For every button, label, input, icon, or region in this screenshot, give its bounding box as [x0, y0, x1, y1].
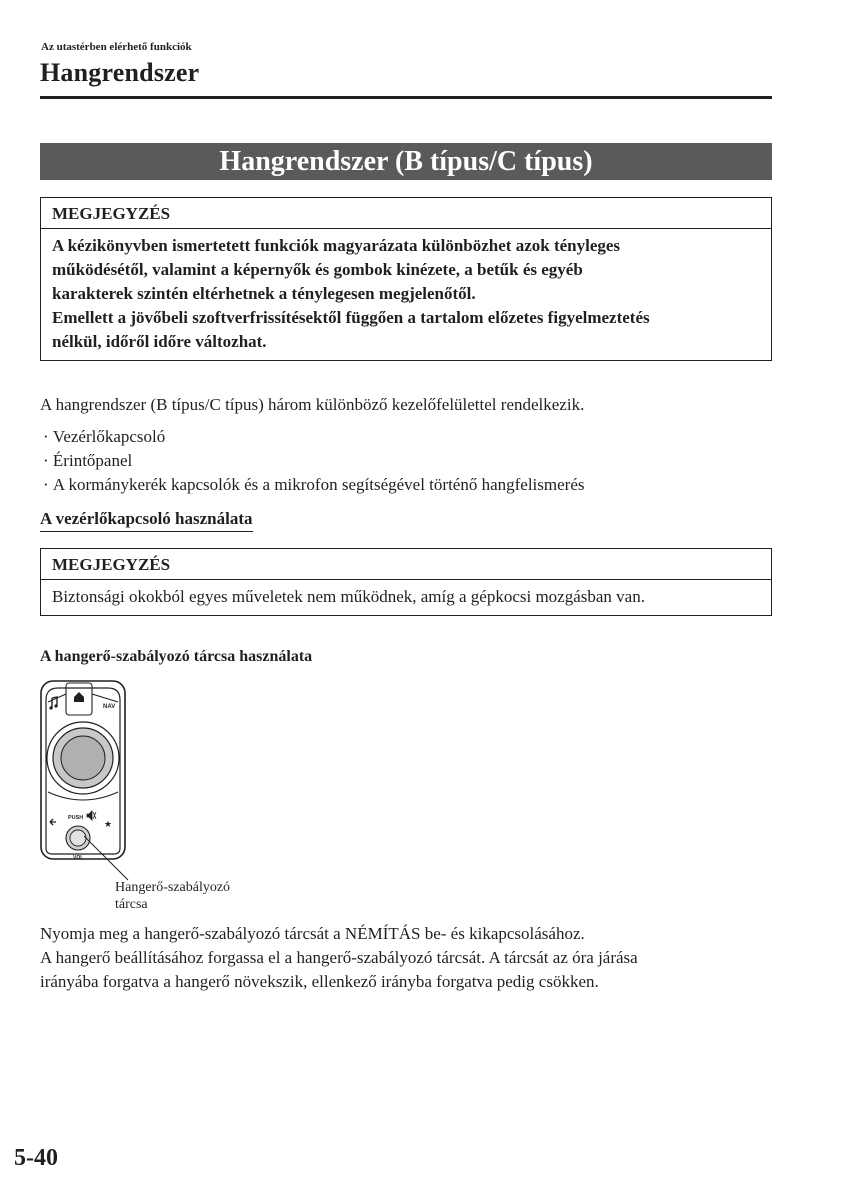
note-line: működésétől, valamint a képernyők és gombok kinézete, a betűk és egyéb — [52, 260, 583, 279]
note-heading: MEGJEGYZÉS — [41, 549, 771, 580]
note-heading: MEGJEGYZÉS — [41, 198, 771, 229]
vol-label: VOL — [73, 855, 84, 861]
note-line: A kézikönyvben ismertetett funkciók magyarázata különbözhet azok tényleges — [52, 236, 621, 255]
instruction-line: A hangerő beállításához forgassa el a hangerő-szabályozó tárcsát. A tárcsát az óra járása — [40, 948, 638, 967]
list-item: · Érintőpanel — [43, 449, 585, 473]
list-item: · A kormánykerék kapcsolók és a mikrofon segítségével történő hangfelismerés — [43, 473, 585, 497]
commander-knob-illustration — [40, 680, 165, 885]
section-banner: Hangrendszer (B típus/C típus) — [40, 143, 772, 180]
push-label: PUSH — [68, 815, 84, 821]
breadcrumb: Az utastérben elérhető funkciók — [41, 41, 192, 53]
volume-instructions — [40, 922, 780, 994]
subsection-heading: A vezérlőkapcsoló használata — [40, 509, 253, 532]
callout-line: Hangerő-szabályozó — [115, 880, 231, 895]
volume-heading: A hangerő-szabályozó tárcsa használata — [40, 648, 313, 665]
back-icon — [50, 819, 56, 825]
intro-paragraph: A hangrendszer (B típus/C típus) három különböző kezelőfelülettel rendelkezik. — [40, 395, 585, 414]
favorite-icon: ★ — [104, 820, 113, 830]
interface-list — [43, 425, 585, 497]
instruction-line: irányába forgatva a hangerő növekszik, ellenkező irányba forgatva pedig csökken. — [40, 972, 599, 991]
page-number: 5-40 — [14, 1145, 58, 1171]
callout-line: tárcsa — [115, 897, 148, 912]
note-box-safety — [40, 548, 772, 616]
note-body — [41, 229, 771, 360]
list-item: · Vezérlőkapcsoló — [43, 425, 585, 449]
home-icon — [74, 692, 84, 702]
callout-leader — [84, 836, 128, 880]
note-line: karakterek szintén eltérhetnek a ténylegesen megjelenőtől. — [52, 284, 476, 303]
title-rule — [40, 96, 772, 99]
figure-callout — [115, 879, 285, 913]
mute-icon — [87, 811, 96, 820]
note-line: nélkül, időről időre változhat. — [52, 332, 267, 351]
note-box-disclaimer — [40, 197, 772, 361]
page-title: Hangrendszer — [40, 58, 200, 87]
note-line: Emellett a jövőbeli szoftverfrissítésektől függően a tartalom előzetes figyelmeztetés — [52, 308, 650, 327]
note-body: Biztonsági okokból egyes műveletek nem működnek, amíg a gépkocsi mozgásban van. — [52, 587, 645, 606]
nav-label: NAV — [103, 704, 116, 710]
instruction-line: Nyomja meg a hangerő-szabályozó tárcsát a NÉMÍTÁS be- és kikapcsolásához. — [40, 924, 585, 943]
